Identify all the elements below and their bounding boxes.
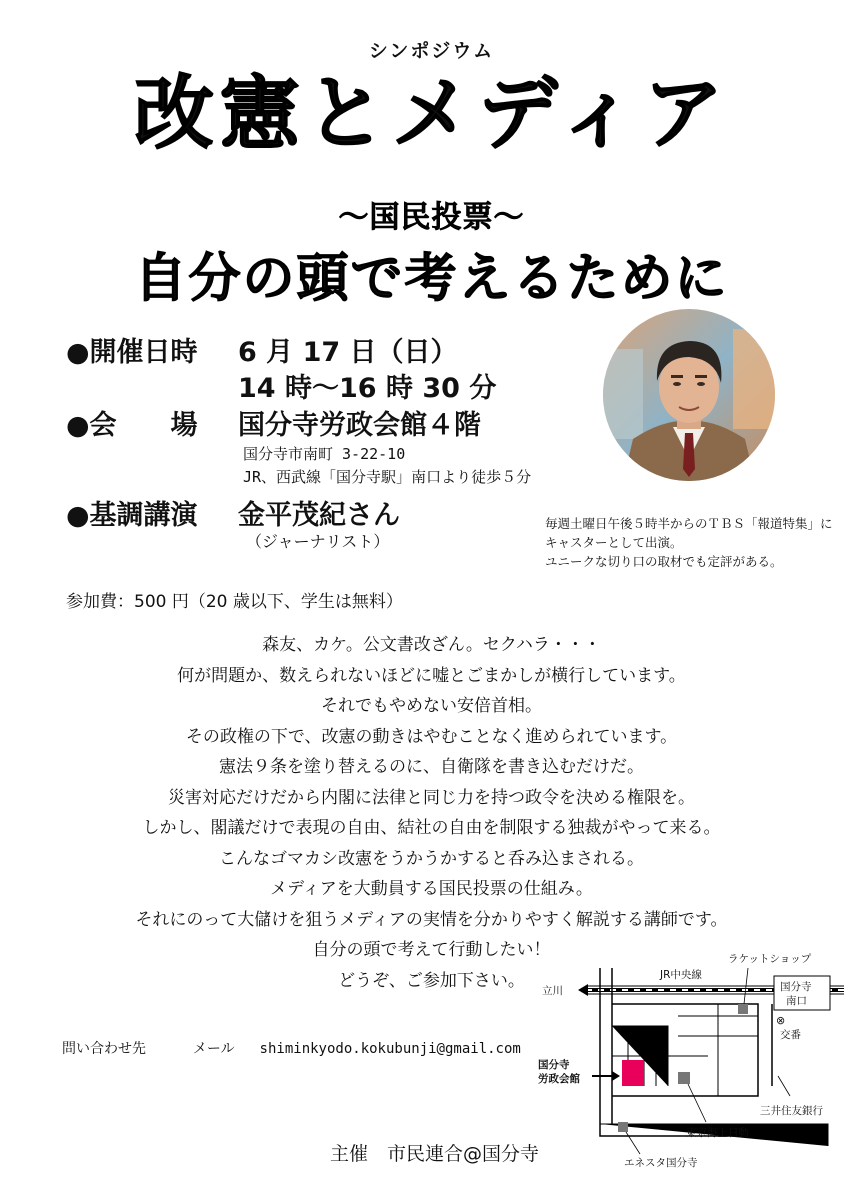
contact-label: 問い合わせ先 (62, 1041, 146, 1057)
participation-fee: 参加費：500 円（20 歳以下、学生は無料） (66, 592, 403, 612)
mail-label: メール (192, 1041, 235, 1057)
speaker-name: 金平茂紀さん (238, 500, 400, 531)
caption-line: ユニークな切り口の取材でも定評がある。 (545, 554, 783, 569)
date-value: 6 月 17 日（日） (238, 337, 458, 368)
map-label-tachikawa: 立川 (542, 985, 563, 997)
message-line: 自分の頭で考えて行動したい！ (312, 940, 551, 960)
contact-info (62, 1038, 521, 1058)
message-line: メディアを大動員する国民投票の仕組み。 (270, 879, 593, 899)
map-label-venue-1: 国分寺 (538, 1059, 570, 1071)
caption-line: キャスターとして出演。 (545, 535, 683, 550)
venue-value: 国分寺労政会館４階 (238, 410, 481, 441)
venue-access: JR、西武線「国分寺駅」南口より徒歩５分 (243, 468, 532, 486)
theme-line-1: ～国民投票～ (338, 200, 525, 235)
theme-line-2: 自分の頭で考えるために (134, 249, 729, 309)
message-line: こんなゴマカシ改憲をうかうかすると呑み込まされる。 (219, 848, 644, 869)
message-line: 災害対応だけだから内閣に法律と同じ力を持つ政令を決める権限を。 (168, 787, 695, 808)
speaker-role: （ジャーナリスト） (246, 532, 390, 551)
map-label-venue-2: 労政会館 (538, 1073, 580, 1085)
page-title: 改憲とメディア (133, 67, 730, 160)
message-line: 憲法９条を塗り替えるのに、自衛隊を書き込むだけだ。 (219, 757, 644, 777)
message-line: どうぞ、ご参加下さい。 (338, 970, 525, 991)
venue-arrow-icon (612, 1071, 620, 1081)
message-line: 森友、カケ。公文書改ざん。セクハラ・・・ (262, 635, 601, 655)
map-label-insurance: 東京海上日動 (686, 1127, 749, 1139)
west-arrow-icon (578, 984, 588, 996)
map-label-enesta: エネスタ国分寺 (624, 1157, 698, 1169)
message-line: 何が問題か、数えられないほどに嘘とごまかしが横行しています。 (177, 665, 686, 686)
map-label-koban: 交番 (780, 1029, 801, 1041)
message-line: それでもやめない安倍首相。 (321, 696, 542, 716)
map-label-line: JR中央線 (660, 969, 702, 981)
event-type: シンポジウム (368, 40, 495, 62)
police-box-icon: ⊗ (776, 1014, 786, 1027)
speaker-caption (545, 514, 845, 571)
message-line: それにのって大儲けを狙うメディアの実情を分かりやすく解説する講師です。 (135, 909, 728, 930)
caption-line: 毎週土曜日午後５時半からのＴＢＳ「報道特集」に (545, 516, 833, 531)
speaker-photo (603, 309, 775, 481)
map-label-bank: 三井住友銀行 (760, 1105, 823, 1117)
speaker-label: ●基調講演 (66, 500, 198, 531)
venue-label: ●会 場 (66, 410, 198, 441)
message-line: その政権の下で、改憲の動きはやむことなく進められています。 (185, 726, 678, 747)
map-label-south-exit: 南口 (786, 995, 807, 1007)
date-label: ●開催日時 (66, 337, 198, 368)
time-value: 14 時～16 時 30 分 (238, 373, 497, 404)
organizer: 主催 市民連合@国分寺 (330, 1143, 540, 1165)
map-label-racket-shop: ラケットショップ (728, 953, 812, 965)
map-label-station: 国分寺 (780, 981, 812, 993)
contact-email[interactable]: shiminkyodo.kokubunji@gmail.com (259, 1041, 521, 1057)
venue-marker (622, 1060, 644, 1086)
access-map (528, 946, 848, 1184)
message-line: しかし、閣議だけで表現の自由、結社の自由を制限する独裁がやって来る。 (142, 818, 721, 838)
message-body (0, 630, 863, 996)
venue-address: 国分寺市南町 3-22-10 (243, 445, 406, 463)
